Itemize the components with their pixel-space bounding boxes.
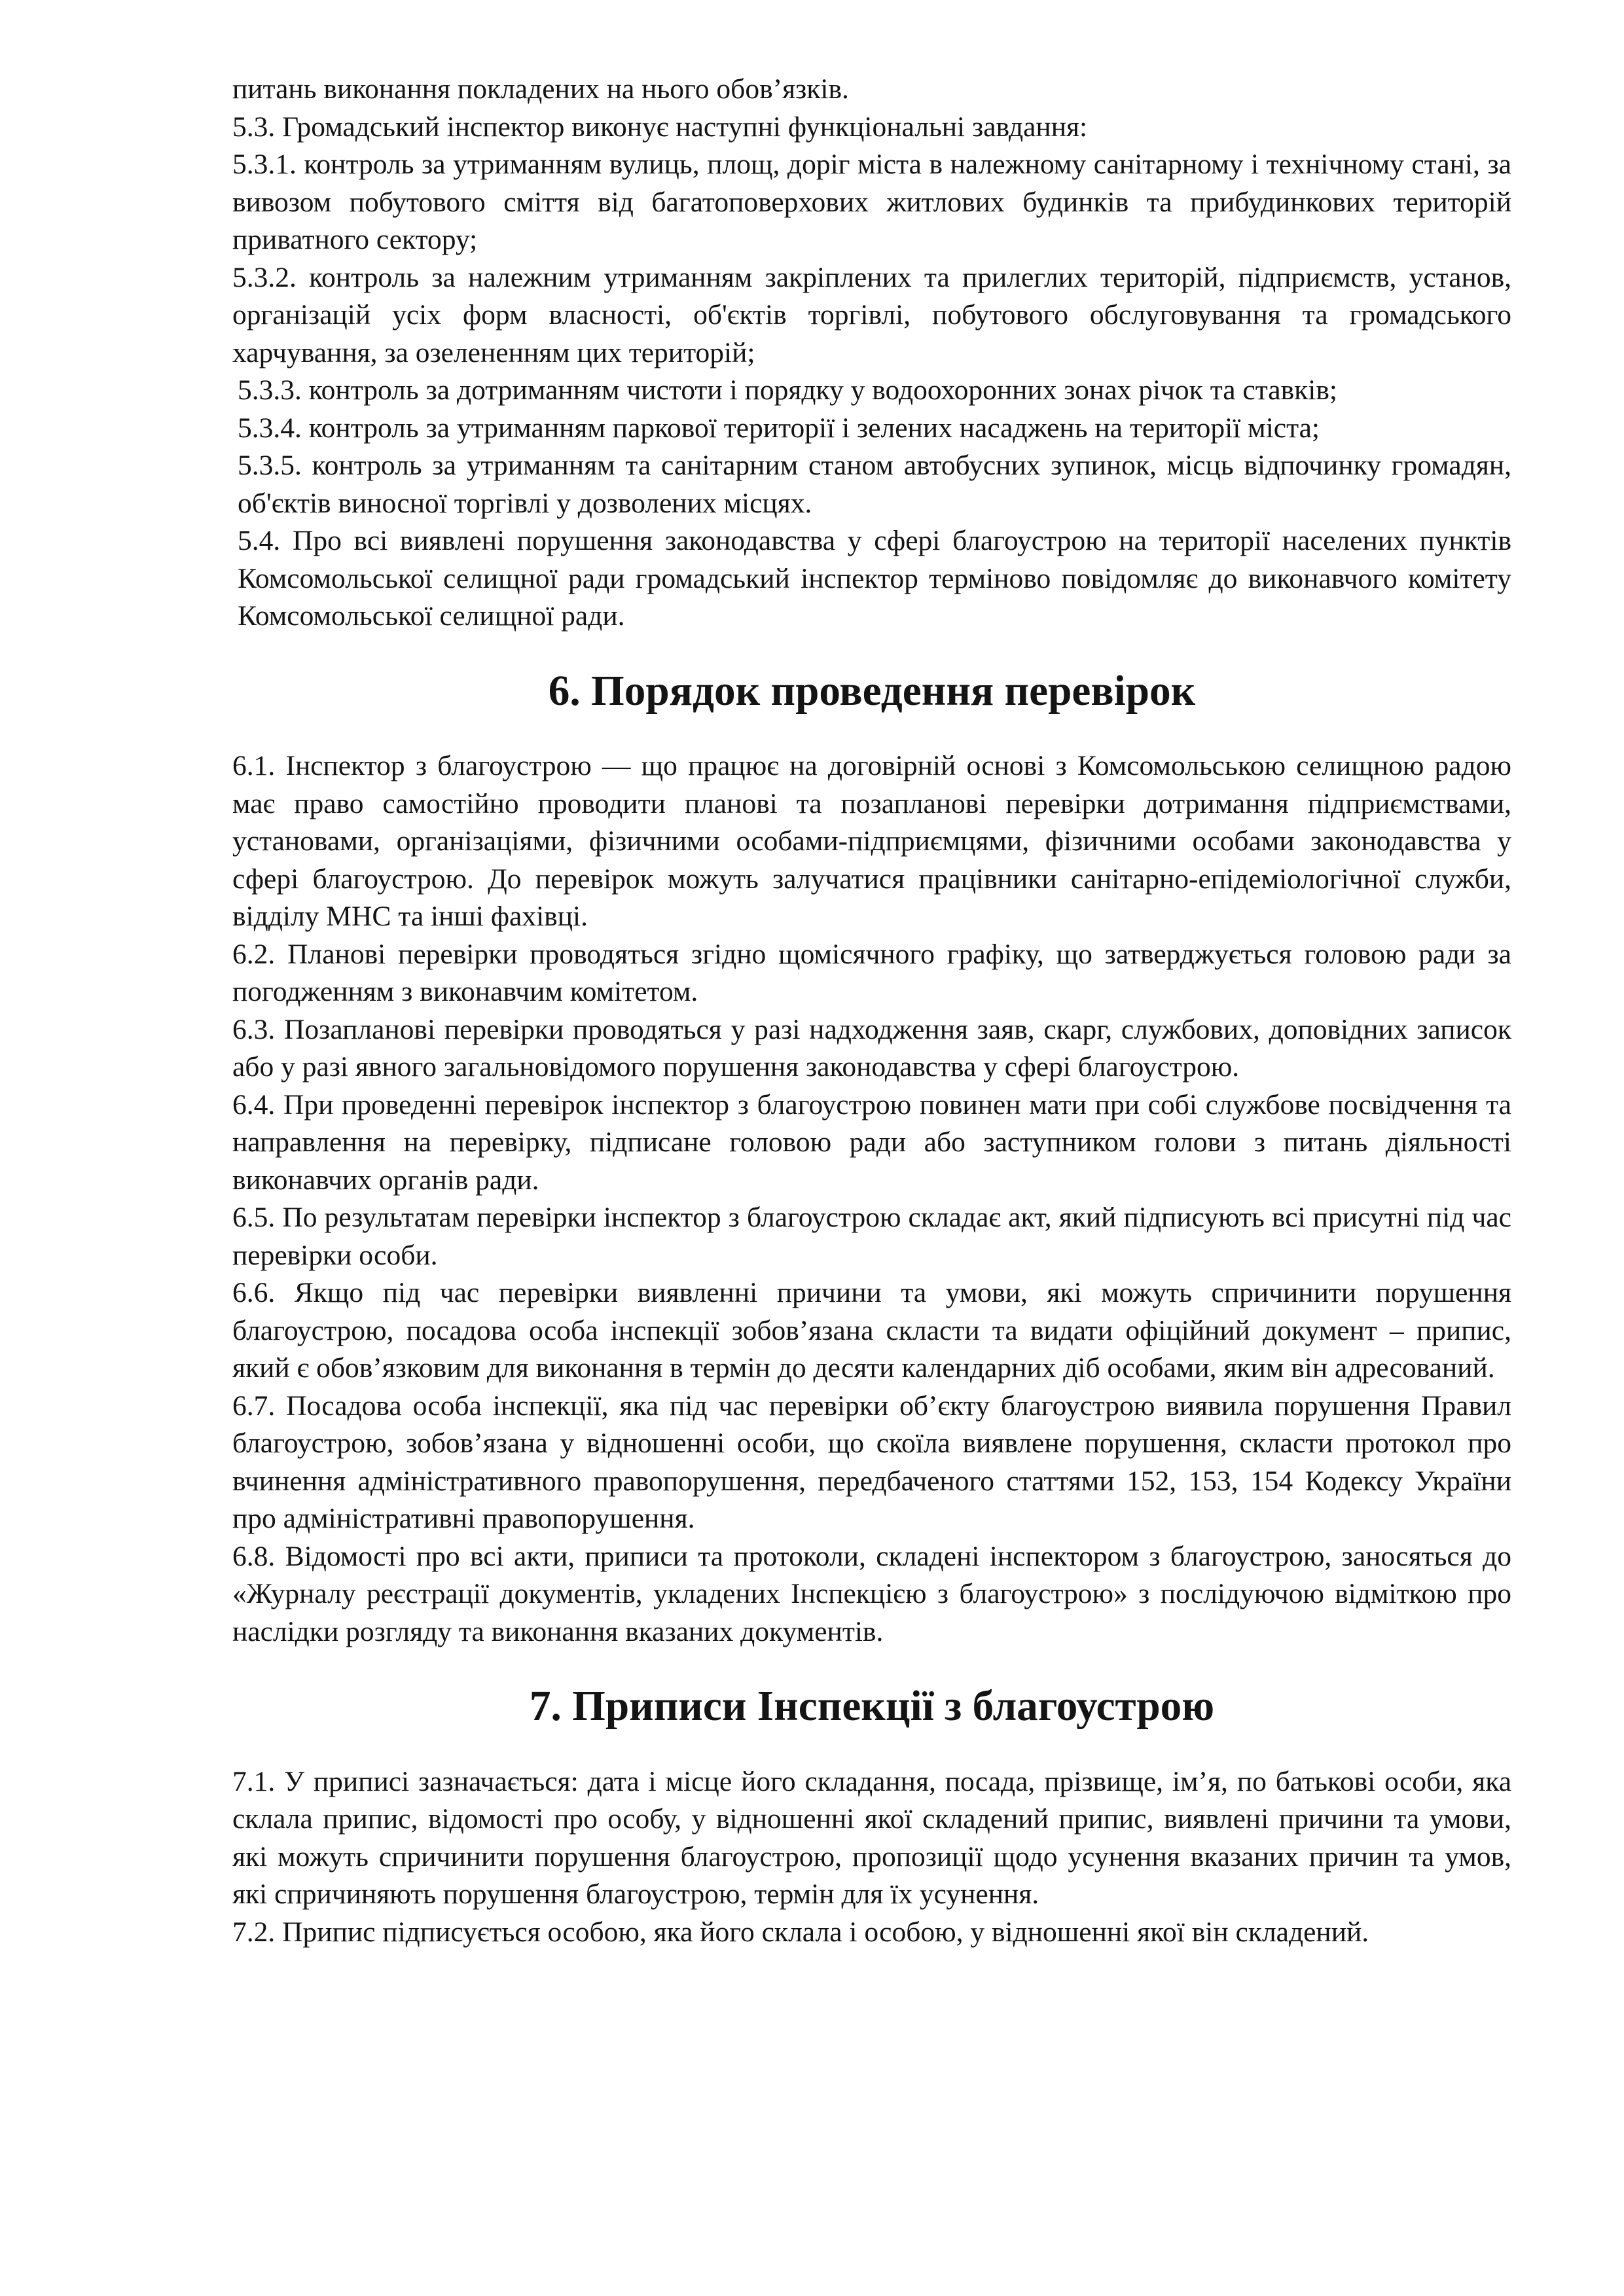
paragraph-5-3: 5.3. Громадський інспектор виконує наступні функціональні завдання:: [232, 111, 1088, 143]
paragraph-intro-continuation: питань виконання покладених на нього обов’язків.: [232, 73, 849, 105]
paragraph-7-1: 7.1. У приписі зазначається: дата і місце його складання, посада, прізвище, ім’я, по батькові особи, яка склала припис, відомості про особу, у відношенні якої складений припис, виявлені причини та умови, які можуть спричинити порушення благоустрою, пропозиції щодо усунення вказаних причин та умов, які спричиняють порушення благоустрою, термін для їх усунення.: [232, 1765, 1511, 1910]
paragraph-5-4: 5.4. Про всі виявлені порушення законодавства у сфері благоустрою на території населених пунктів Комсомольської селищної ради громадський інспектор терміново повідомляє до виконавчого комітету Комсомольської селищної ради.: [238, 525, 1511, 632]
paragraph-6-1: 6.1. Інспектор з благоустрою — що працює на договірній основі з Комсомольською селищною радою має право самостійно проводити планові та позапланові перевірки дотримання підприємствами, установами, організаціями, фізичними особами-підприємцями, фізичними особами законодавства у сфері благоустрою. До перевірок можуть залучатися працівники санітарно-епідеміологічної служби, відділу МНС та інші фахівці.: [232, 750, 1511, 932]
paragraph-6-7: 6.7. Посадова особа інспекції, яка під час перевірки об’єкту благоустрою виявила порушення Правил благоустрою, зобов’язана у відношенні особи, що скоїла виявлене порушення, скласти протокол про вчинення адміністративного правопорушення, передбаченого статтями 152, 153, 154 Кодексу України про адміністративні правопорушення.: [232, 1390, 1511, 1534]
paragraph-5-3-2: 5.3.2. контроль за належним утриманням закріплених та прилеглих територій, підприємств, установ, організацій усіх форм власності, об'єктів торгівлі, побутового обслуговування та громадського харчування, за озелененням цих територій;: [232, 261, 1511, 368]
section-7-heading: 7. Приписи Інспекції з благоустрою: [529, 1683, 1215, 1730]
paragraph-6-8: 6.8. Відомості про всі акти, приписи та протоколи, складені інспектором з благоустрою, заносяться до «Журналу реєстрації документів, укладених Інспекцією з благоустрою» з послідуючою відміткою про наслідки розгляду та виконання вказаних документів.: [232, 1540, 1511, 1647]
paragraph-6-2: 6.2. Планові перевірки проводяться згідно щомісячного графіку, що затверджується головою ради за погодженням з виконавчим комітетом.: [232, 938, 1511, 1007]
paragraph-7-2: 7.2. Припис підписується особою, яка його склала і особою, у відношенні якої він складений.: [232, 1916, 1369, 1948]
paragraph-5-3-3: 5.3.3. контроль за дотриманням чистоти і порядку у водоохоронних зонах річок та ставків;: [238, 374, 1337, 406]
paragraph-5-3-5: 5.3.5. контроль за утриманням та санітарним станом автобусних зупинок, місць відпочинку громадян, об'єктів виносної торгівлі у дозволених місцях.: [238, 450, 1511, 519]
section-6-heading: 6. Порядок проведення перевірок: [548, 667, 1196, 715]
paragraph-5-3-4: 5.3.4. контроль за утриманням паркової території і зелених насаджень на території міста;: [238, 412, 1320, 444]
paragraph-6-5: 6.5. По результатам перевірки інспектор з благоустрою складає акт, який підписують всі присутні під час перевірки особи.: [232, 1202, 1511, 1271]
paragraph-6-4: 6.4. При проведенні перевірок інспектор з благоустрою повинен мати при собі службове посвідчення та направлення на перевірку, підписане головою ради або заступником голови з питань діяльності виконавчих органів ради.: [232, 1088, 1511, 1196]
paragraph-6-3: 6.3. Позапланові перевірки проводяться у разі надходження заяв, скарг, службових, доповідних записок або у разі явного загальновідомого порушення законодавства у сфері благоустрою.: [232, 1013, 1511, 1083]
paragraph-5-3-1: 5.3.1. контроль за утриманням вулиць, площ, доріг міста в належному санітарному і технічному стані, за вивозом побутового сміття від багатоповерхових житлових будинків та прибудинкових територій приватного сектору;: [232, 149, 1511, 255]
paragraph-6-6: 6.6. Якщо під час перевірки виявленні причини та умови, які можуть спричинити порушення благоустрою, посадова особа інспекції зобов’язана скласти та видати офіційний документ – припис, який є обов’язковим для виконання в термін до десяти календарних діб особами, яким він адресований.: [232, 1277, 1511, 1384]
